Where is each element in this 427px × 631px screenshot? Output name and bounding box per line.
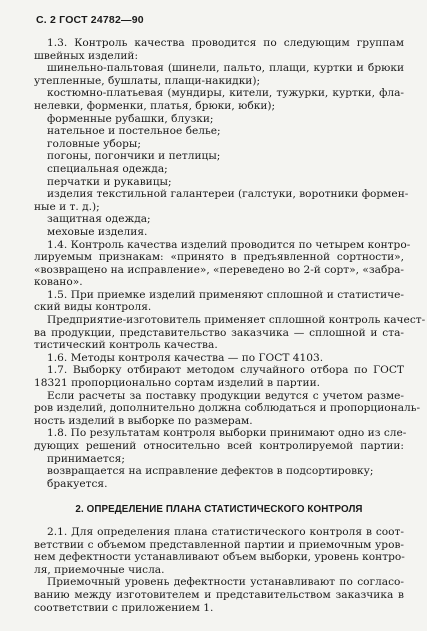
text-line: 1.4. Контроль качества изделий проводится по четырем контро- bbox=[47, 238, 411, 251]
text-line: нательное и постельное белье; bbox=[47, 125, 221, 138]
text-line: тистический контроль качества. bbox=[34, 339, 218, 352]
document-body bbox=[34, 37, 426, 614]
text-line: утепленные, бушлаты, плащи-накидки); bbox=[34, 74, 261, 87]
text-line: форменные рубашки, блузки; bbox=[47, 112, 214, 125]
text-line: ванию между изготовителем и представительством заказчика в bbox=[34, 588, 404, 601]
text-line: возвращается на исправление дефектов в подсортировку; bbox=[47, 465, 374, 478]
text-line: ковано». bbox=[34, 276, 83, 289]
text-line: меховые изделия. bbox=[47, 225, 148, 238]
text-line: ветствии с объемом представленной партии и приемочным уров- bbox=[34, 538, 404, 551]
text-line: 1.5. При приемке изделий применяют сплошной и статистиче- bbox=[47, 288, 404, 301]
text-line: 1.7. Выборку отбирают методом случайного отбора по ГОСТ bbox=[47, 364, 404, 377]
text-line: швейных изделий: bbox=[34, 49, 139, 62]
text-line: ский виды контроля. bbox=[34, 301, 152, 314]
text-line: ва продукции, представительство заказчика — сплошной и ста- bbox=[34, 326, 404, 339]
page-header: С. 2 ГОСТ 24782—90 bbox=[36, 14, 144, 26]
text-line: 18321 пропорционально сортам изделий в партии. bbox=[34, 377, 321, 390]
text-line: погоны, погончики и петлицы; bbox=[47, 150, 221, 163]
text-line: изделия текстильной галантереи (галстуки, воротники формен- bbox=[47, 188, 409, 201]
text-line: принимается; bbox=[47, 452, 125, 465]
text-line: нелевки, форменки, платья, брюки, юбки); bbox=[34, 99, 276, 112]
text-line: соответствии с приложением 1. bbox=[34, 601, 214, 614]
text-line: Предприятие-изготовитель применяет сплошной контроль качест- bbox=[47, 314, 426, 327]
text-line: лируемым признакам: «принято в предъявленной сортности», bbox=[34, 251, 404, 264]
text-line: костюмно-платьевая (мундиры, кители, тужурки, куртки, фла- bbox=[47, 87, 404, 100]
section-heading: 2. ОПРЕДЕЛЕНИЕ ПЛАНА СТАТИСТИЧЕСКОГО КОНТРОЛЯ bbox=[75, 504, 363, 516]
text-line: 1.3. Контроль качества проводится по следующим группам bbox=[47, 37, 404, 49]
text-line: нем дефектности устанавливают объем выборки, уровень контро- bbox=[34, 551, 405, 564]
text-line: Приемочный уровень дефектности устанавливают по согласо- bbox=[47, 576, 404, 589]
text-line: шинельно-пальтовая (шинели, пальто, плащи, куртки и брюки bbox=[47, 62, 404, 75]
text-line: 1.6. Методы контроля качества — по ГОСТ 4103. bbox=[47, 351, 324, 364]
text-line: головные уборы; bbox=[47, 137, 141, 150]
text-line: защитная одежда; bbox=[47, 213, 151, 226]
text-line: ность изделий в выборке по размерам. bbox=[34, 414, 253, 427]
text-line: ные и т. д.); bbox=[34, 200, 100, 213]
text-line: ля, приемочные числа. bbox=[34, 563, 165, 576]
text-line: 1.8. По результатам контроля выборки принимают одно из сле- bbox=[47, 427, 407, 440]
text-line: ров изделий, дополнительно должна соблюдаться и пропорциональ- bbox=[34, 402, 421, 415]
text-line: Если расчеты за поставку продукции ведутся с учетом разме- bbox=[47, 389, 404, 402]
text-line: 2.1. Для определения плана статистического контроля в соот- bbox=[47, 525, 404, 538]
text-line: дующих решений относительно всей контролируемой партии: bbox=[34, 440, 404, 452]
text-line: перчатки и рукавицы; bbox=[47, 175, 172, 188]
text-line: «возвращено на исправление», «переведено во 2-й сорт», «забра- bbox=[34, 263, 405, 276]
text-line: бракуется. bbox=[47, 477, 108, 490]
text-line: специальная одежда; bbox=[47, 162, 168, 175]
